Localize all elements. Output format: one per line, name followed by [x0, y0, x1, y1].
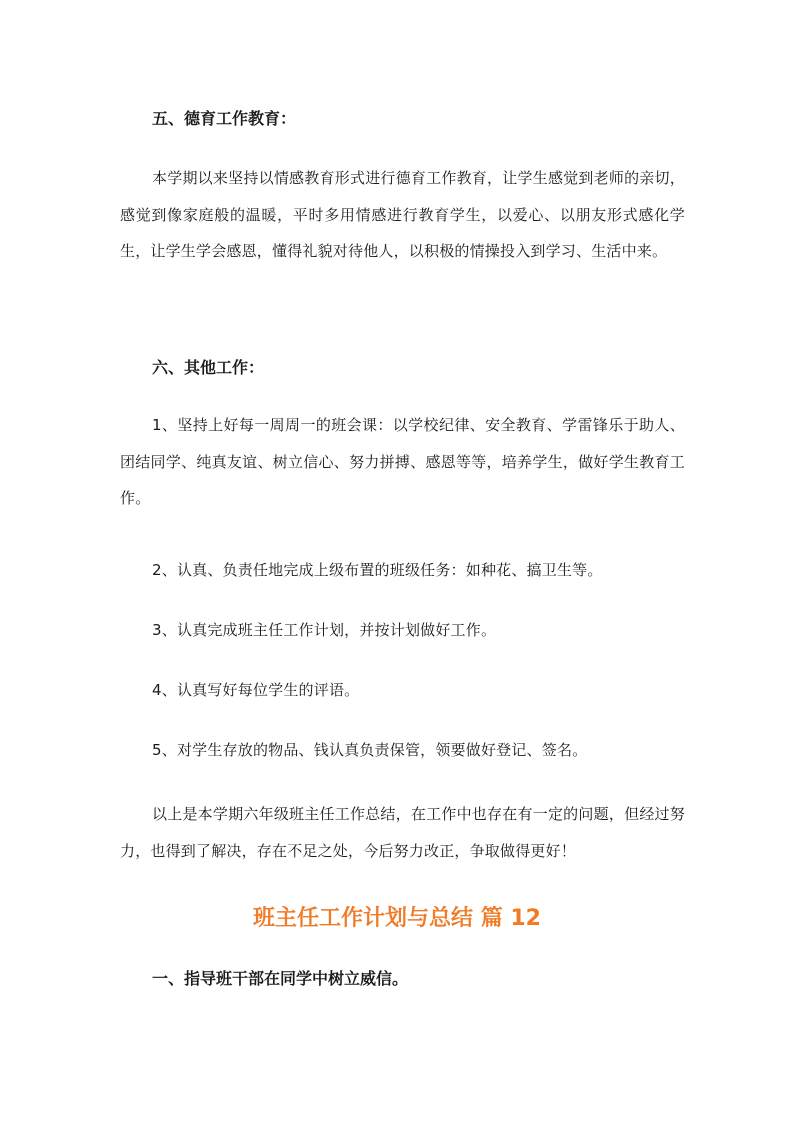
next-section-first-heading: 一、指导班干部在同学中树立威信。 — [152, 969, 409, 988]
section-6-item-3: 3、认真完成班主任工作计划，并按计划做好工作。 — [152, 621, 497, 639]
section-5-heading: 五、德育工作教育： — [152, 109, 297, 128]
section-title: 班主任工作计划与总结 篇 12 — [253, 906, 541, 931]
section-6-item-1: 1、坚持上好每一周周一的班会课：以学校纪律、安全教育、学雷锋乐于助人、团结同学、纯真友谊、树立信心、努力拼搏、感恩等等，培养学生，做好学生教育工作。 — [120, 416, 685, 507]
section-6-item-2: 2、认真、负责任地完成上级布置的班级任务：如种花、搞卫生等。 — [152, 561, 603, 579]
section-6-item-4: 4、认真写好每位学生的评语。 — [152, 681, 360, 699]
section-6-heading: 六、其他工作： — [152, 358, 265, 377]
section-5-paragraph: 本学期以来坚持以情感教育形式进行德育工作教育，让学生感觉到老师的亲切，感觉到像家庭般的温暖，平时多用情感进行教育学生，以爱心、以朋友形式感化学生，让学生学会感恩，懂得礼貌对待他人，以积极的情操投入到学习、生活中来。 — [120, 169, 685, 260]
section-6-item-5: 5、对学生存放的物品、钱认真负责保管，领要做好登记、签名。 — [152, 741, 588, 759]
conclusion-paragraph: 以上是本学期六年级班主任工作总结，在工作中也存在有一定的问题，但经过努力，也得到了解决，存在不足之处，今后努力改正，争取做得更好！ — [120, 805, 685, 860]
